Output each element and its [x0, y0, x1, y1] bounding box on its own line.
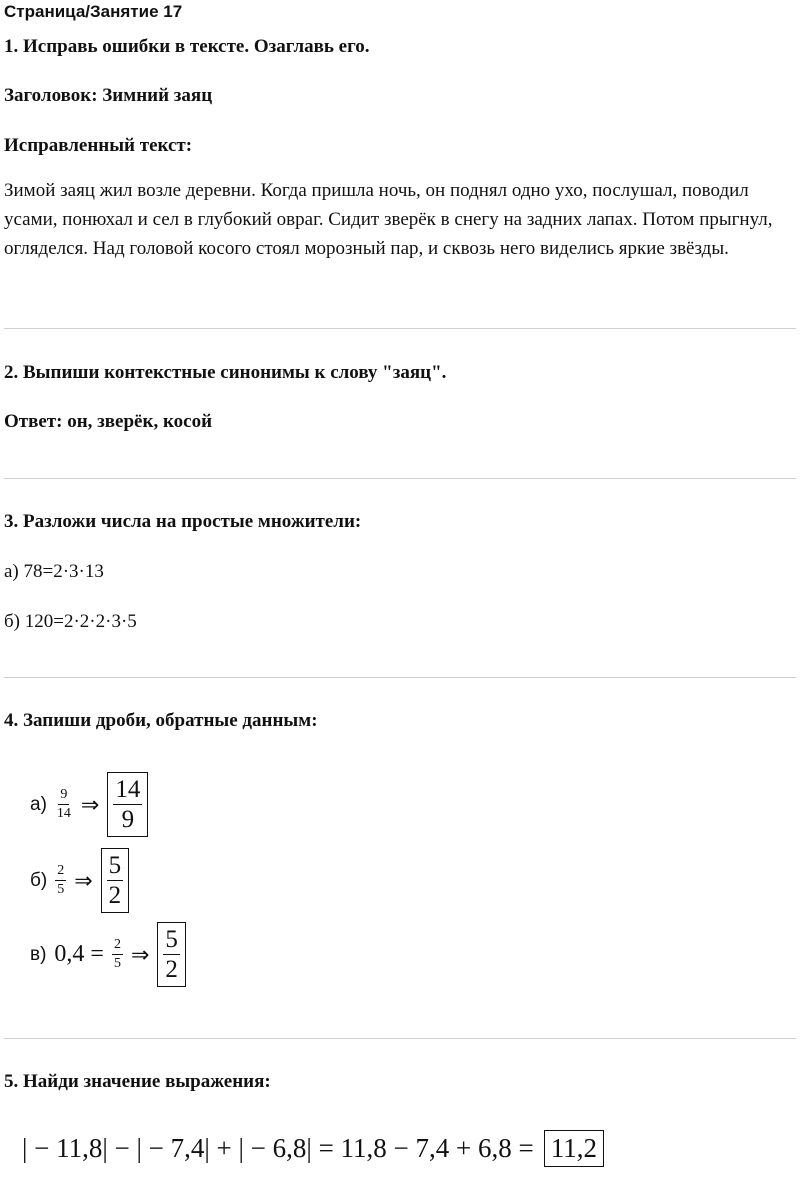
- task5-expression-row: [22, 1130, 604, 1167]
- task1-title-line: Заголовок: Зимний заяц: [4, 85, 213, 106]
- task4-heading: 4. Запиши дроби, обратные данным:: [4, 710, 318, 731]
- task4-row-c: [30, 922, 186, 987]
- answer-box: [107, 772, 148, 837]
- row-label: в): [30, 943, 47, 965]
- task1-corrected-text: Зимой заяц жил возле деревни. Когда пришла ночь, он поднял одно ухо, послушал, поводил усами, понюхал и сел в глубокий овраг. Сидит зверёк в снегу на задних лапах. Потом прыгнул, огляделся. Над головой косого стоял морозный пар, и сквозь него виделись яркие звёзды.: [4, 180, 773, 259]
- divider: [4, 478, 796, 479]
- answer-fraction: $\frac{14}{9}$: [115, 776, 141, 833]
- implies-arrow: ⇒: [130, 941, 150, 967]
- result-box: [544, 1130, 604, 1167]
- answer-fraction: $\frac{5}{2}$: [108, 852, 122, 909]
- page-title: Страница/Занятие 17: [4, 2, 183, 21]
- task3-heading: 3. Разложи числа на простые множители:: [4, 511, 362, 532]
- answer-fraction: $\frac{5}{2}$: [165, 926, 178, 983]
- task1-label: Исправленный текст:: [4, 135, 193, 156]
- answer-box: [157, 922, 186, 987]
- result-value: 11,2: [550, 1133, 597, 1163]
- task1-heading: 1. Исправь ошибки в тексте. Озаглавь его.: [4, 36, 370, 57]
- row-label: а): [30, 793, 47, 815]
- given-fraction: $\frac{2}{5}$: [113, 937, 121, 971]
- given-fraction: $\frac{2}{5}$: [57, 863, 65, 897]
- expression: | − 11,8| − | − 7,4| + | − 6,8| = 11,8 − 7,4 + 6,8 =: [22, 1133, 534, 1163]
- row-label: б): [30, 869, 48, 891]
- answer-box: [101, 848, 130, 913]
- divider: [4, 1038, 796, 1039]
- implies-arrow: ⇒: [74, 867, 93, 893]
- given-fraction: $\frac{9}{14}$: [56, 787, 71, 821]
- divider: [4, 328, 796, 329]
- divider: [4, 677, 796, 678]
- task4-row-b: [30, 848, 129, 913]
- implies-arrow: ⇒: [80, 791, 100, 817]
- task2-answer: Ответ: он, зверёк, косой: [4, 411, 213, 432]
- task3-item-a: а) 78=2·3·13: [4, 561, 104, 582]
- decimal-value: 0,4 =: [54, 941, 104, 967]
- task5-heading: 5. Найди значение выражения:: [4, 1071, 271, 1092]
- task3-item-b: б) 120=2·2·2·3·5: [4, 611, 137, 632]
- task2-heading: 2. Выпиши контекстные синонимы к слову "заяц".: [4, 362, 447, 383]
- task4-row-a: [30, 772, 148, 837]
